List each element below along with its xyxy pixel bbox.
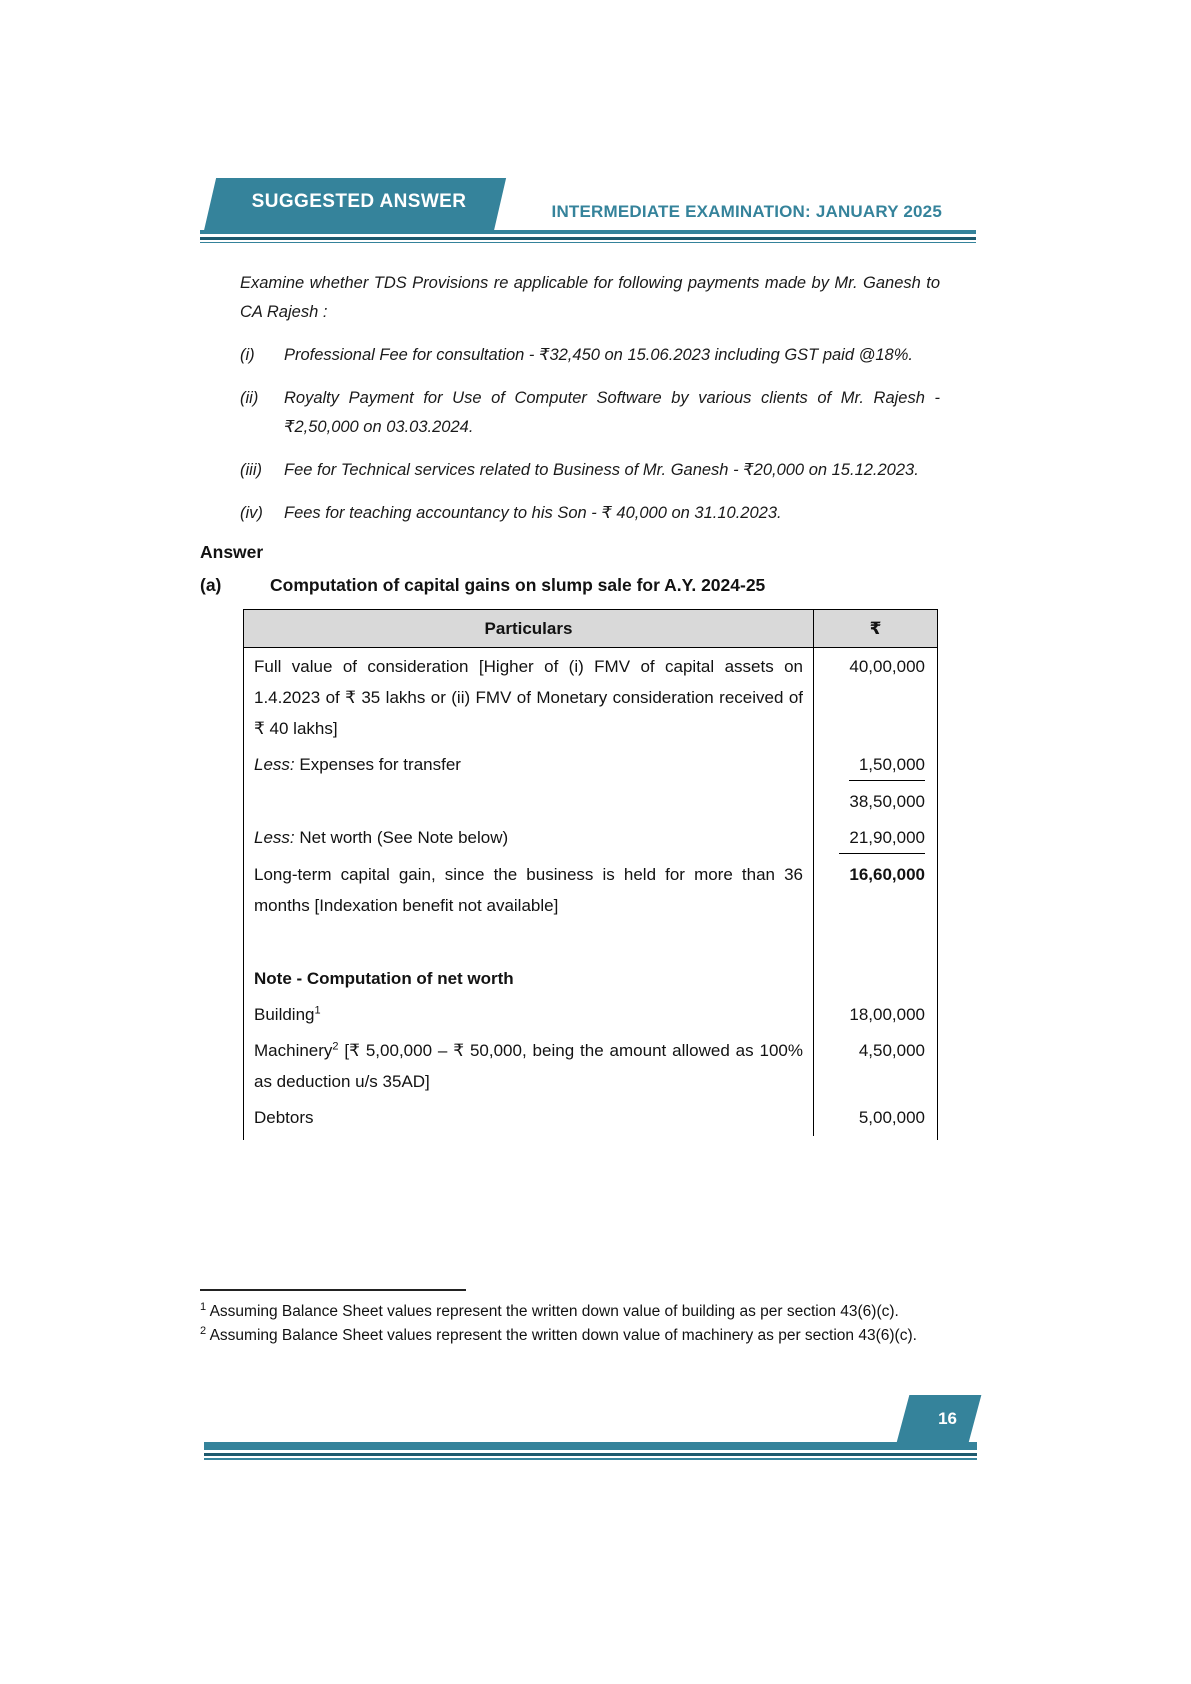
page-header	[200, 178, 962, 234]
question-item-marker: (iv)	[240, 504, 263, 522]
header-baseline	[200, 230, 976, 234]
footnotes	[200, 1300, 942, 1347]
question-items	[240, 341, 940, 528]
table-row	[244, 819, 937, 856]
question-item-marker: (i)	[240, 346, 255, 364]
part-marker: (a)	[200, 575, 222, 595]
part-title: Computation of capital gains on slump sale for A.Y. 2024-25	[270, 575, 766, 595]
amount-cell	[814, 746, 937, 783]
question-item	[240, 341, 940, 370]
header-rule-dark	[200, 237, 976, 240]
amount-value: 1,50,000	[849, 749, 925, 781]
less-prefix: Less:	[254, 827, 295, 847]
amount-cell	[814, 997, 937, 1033]
table-body	[243, 648, 938, 1140]
capital-gains-table	[243, 609, 938, 1140]
particulars-cell: Debtors	[244, 1100, 814, 1136]
amount-cell	[814, 856, 937, 923]
footer-bar	[204, 1442, 977, 1450]
amount-value: 5,00,000	[858, 1108, 925, 1127]
question-item	[240, 384, 940, 442]
amount-cell	[814, 819, 937, 856]
less-prefix: Less:	[254, 754, 295, 774]
footnote-block	[200, 1289, 942, 1347]
question-item-text: Fee for Technical services related to Business of Mr. Ganesh - ₹20,000 on 15.12.2023.	[284, 461, 919, 479]
question-item-text: Royalty Payment for Use of Computer Software by various clients of Mr. Rajesh - ₹2,50,000 on 03.03.2024.	[284, 389, 940, 436]
amount-cell	[814, 648, 937, 746]
question-item	[240, 499, 940, 528]
particulars-cell: Less: Expenses for transfer	[244, 746, 814, 783]
amount-value: 21,90,000	[839, 822, 925, 854]
footnote: $^2$ Assuming Balance Sheet values represent the written down value of machinery as per section 43(6)(c).	[200, 1324, 917, 1344]
table-header-row	[243, 609, 938, 648]
table-row	[244, 648, 937, 746]
header-rule-thin	[200, 242, 976, 244]
answer-label: Answer	[200, 542, 264, 562]
question-item-text: Fees for teaching accountancy to his Son - ₹ 40,000 on 31.10.2023.	[284, 504, 782, 522]
footer-rule-thin	[204, 1458, 977, 1460]
particulars-cell: Building$^1$	[244, 997, 814, 1033]
particulars-cell: Full value of consideration [Higher of (i) FMV of capital assets on 1.4.2023 of ₹ 35 lakhs or (ii) FMV of Monetary consideration received of ₹ 40 lakhs]	[244, 648, 814, 746]
table-row	[244, 923, 937, 997]
amount-cell	[814, 1033, 937, 1100]
banner-label: SUGGESTED ANSWER	[251, 191, 467, 212]
footnote-separator	[200, 1289, 466, 1291]
footer-rule-dark	[204, 1453, 977, 1456]
table-row	[244, 997, 937, 1033]
page-number: 16	[938, 1409, 957, 1428]
particulars-cell: Machinery$^2$ [₹ 5,00,000 – ₹ 50,000, being the amount allowed as 100% as deduction u/s 35AD]	[244, 1033, 814, 1100]
exam-title: INTERMEDIATE EXAMINATION: JANUARY 2025	[551, 202, 942, 221]
table-header-rupee: ₹	[869, 619, 882, 638]
particulars-cell: Long-term capital gain, since the business is held for more than 36 months [Indexation benefit not available]	[244, 856, 814, 923]
question-item-marker: (iii)	[240, 461, 262, 479]
footnote: $^1$ Assuming Balance Sheet values represent the written down value of building as per section 43(6)(c).	[200, 1300, 899, 1320]
amount-value: 16,60,000	[849, 864, 925, 884]
question-item-text: Professional Fee for consultation - ₹32,450 on 15.06.2023 including GST paid @18%.	[284, 346, 913, 364]
question-item-marker: (ii)	[240, 389, 259, 407]
particulars-cell: Less: Net worth (See Note below)	[244, 819, 814, 856]
amount-value: 4,50,000	[858, 1041, 925, 1060]
table-row	[244, 856, 937, 923]
table-row	[244, 746, 937, 783]
table-row	[244, 783, 937, 819]
amount-cell	[814, 1100, 937, 1136]
amount-cell	[814, 923, 937, 997]
question-block	[240, 269, 940, 528]
amount-cell	[814, 783, 937, 819]
question-item	[240, 456, 940, 485]
table-row	[244, 1100, 937, 1136]
answer-part-heading	[200, 575, 962, 596]
table-row	[244, 1033, 937, 1100]
amount-value: 38,50,000	[849, 791, 925, 811]
question-intro: Examine whether TDS Provisions re applicable for following payments made by Mr. Ganesh to CA Rajesh :	[240, 274, 940, 321]
table-header-particulars: Particulars	[244, 610, 814, 647]
page-footer	[204, 1395, 977, 1465]
particulars-cell: Note - Computation of net worth	[244, 923, 814, 997]
particulars-cell	[244, 783, 814, 819]
amount-value: 40,00,000	[849, 656, 925, 676]
amount-value: 18,00,000	[849, 1005, 925, 1024]
